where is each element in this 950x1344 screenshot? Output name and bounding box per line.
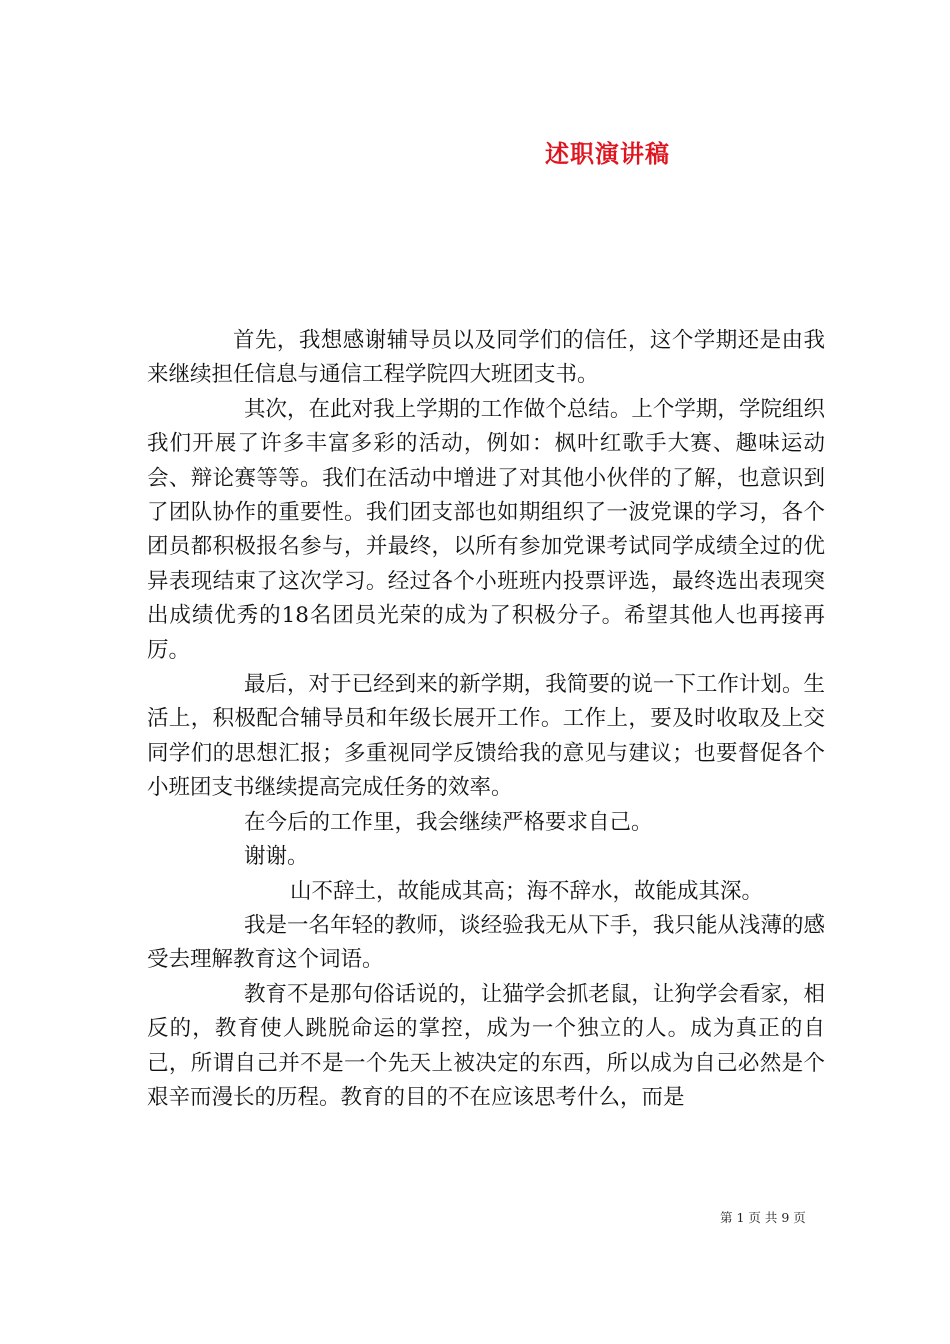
paragraph-commitment: 在今后的工作里，我会继续严格要求自己。 (244, 809, 653, 835)
page-number-footer: 第 1 页 共 9 页 (720, 1210, 806, 1225)
paragraph-education: 教育不是那句俗话说的，让猫学会抓老鼠，让狗学会看家，相反的，教育使人跳脱命运的掌控，成为一个独立的人。成为真正的自己，所谓自己并不是一个先天上被决定的东西，所以成为自己必然是个艰辛而漫长的历程。教育的目的不在应该思考什么，而是 (147, 981, 825, 1110)
paragraph-quote: 山不辞土，故能成其高；海不辞水，故能成其深。 (290, 878, 764, 904)
paragraph-teacher-intro: 我是一名年轻的教师，谈经验我无从下手，我只能从浅薄的感受去理解教育这个词语。 (147, 912, 825, 973)
paragraph-intro: 首先，我想感谢辅导员以及同学们的信任，这个学期还是由我来继续担任信息与通信工程学院四大班团支书。 (147, 328, 825, 388)
paragraph-plan: 最后，对于已经到来的新学期，我简要的说一下工作计划。生活上，积极配合辅导员和年级长展开工作。工作上，要及时收取及上交同学们的思想汇报；多重视同学反馈给我的意见与建议；也要督促各个小班团支书继续提高完成任务的效率。 (147, 672, 825, 801)
paragraph-thanks: 谢谢。 (244, 844, 309, 870)
document-body (147, 324, 825, 1115)
document-title: 述职演讲稿 (545, 139, 670, 168)
paragraph-summary: 其次，在此对我上学期的工作做个总结。上个学期，学院组织我们开展了许多丰富多彩的活动，例如：枫叶红歌手大赛、趣味运动会、辩论赛等等。我们在活动中增进了对其他小伙伴的了解，也意识到了团队协作的重要性。我们团支部也如期组织了一波党课的学习，各个团员都积极报名参与，并最终，以所有参加党课考试同学成绩全过的优异表现结束了这次学习。经过各个小班班内投票评选，最终选出表现突出成绩优秀的18名团员光荣的成为了积极分子。希望其他人也再接再厉。 (147, 396, 825, 663)
